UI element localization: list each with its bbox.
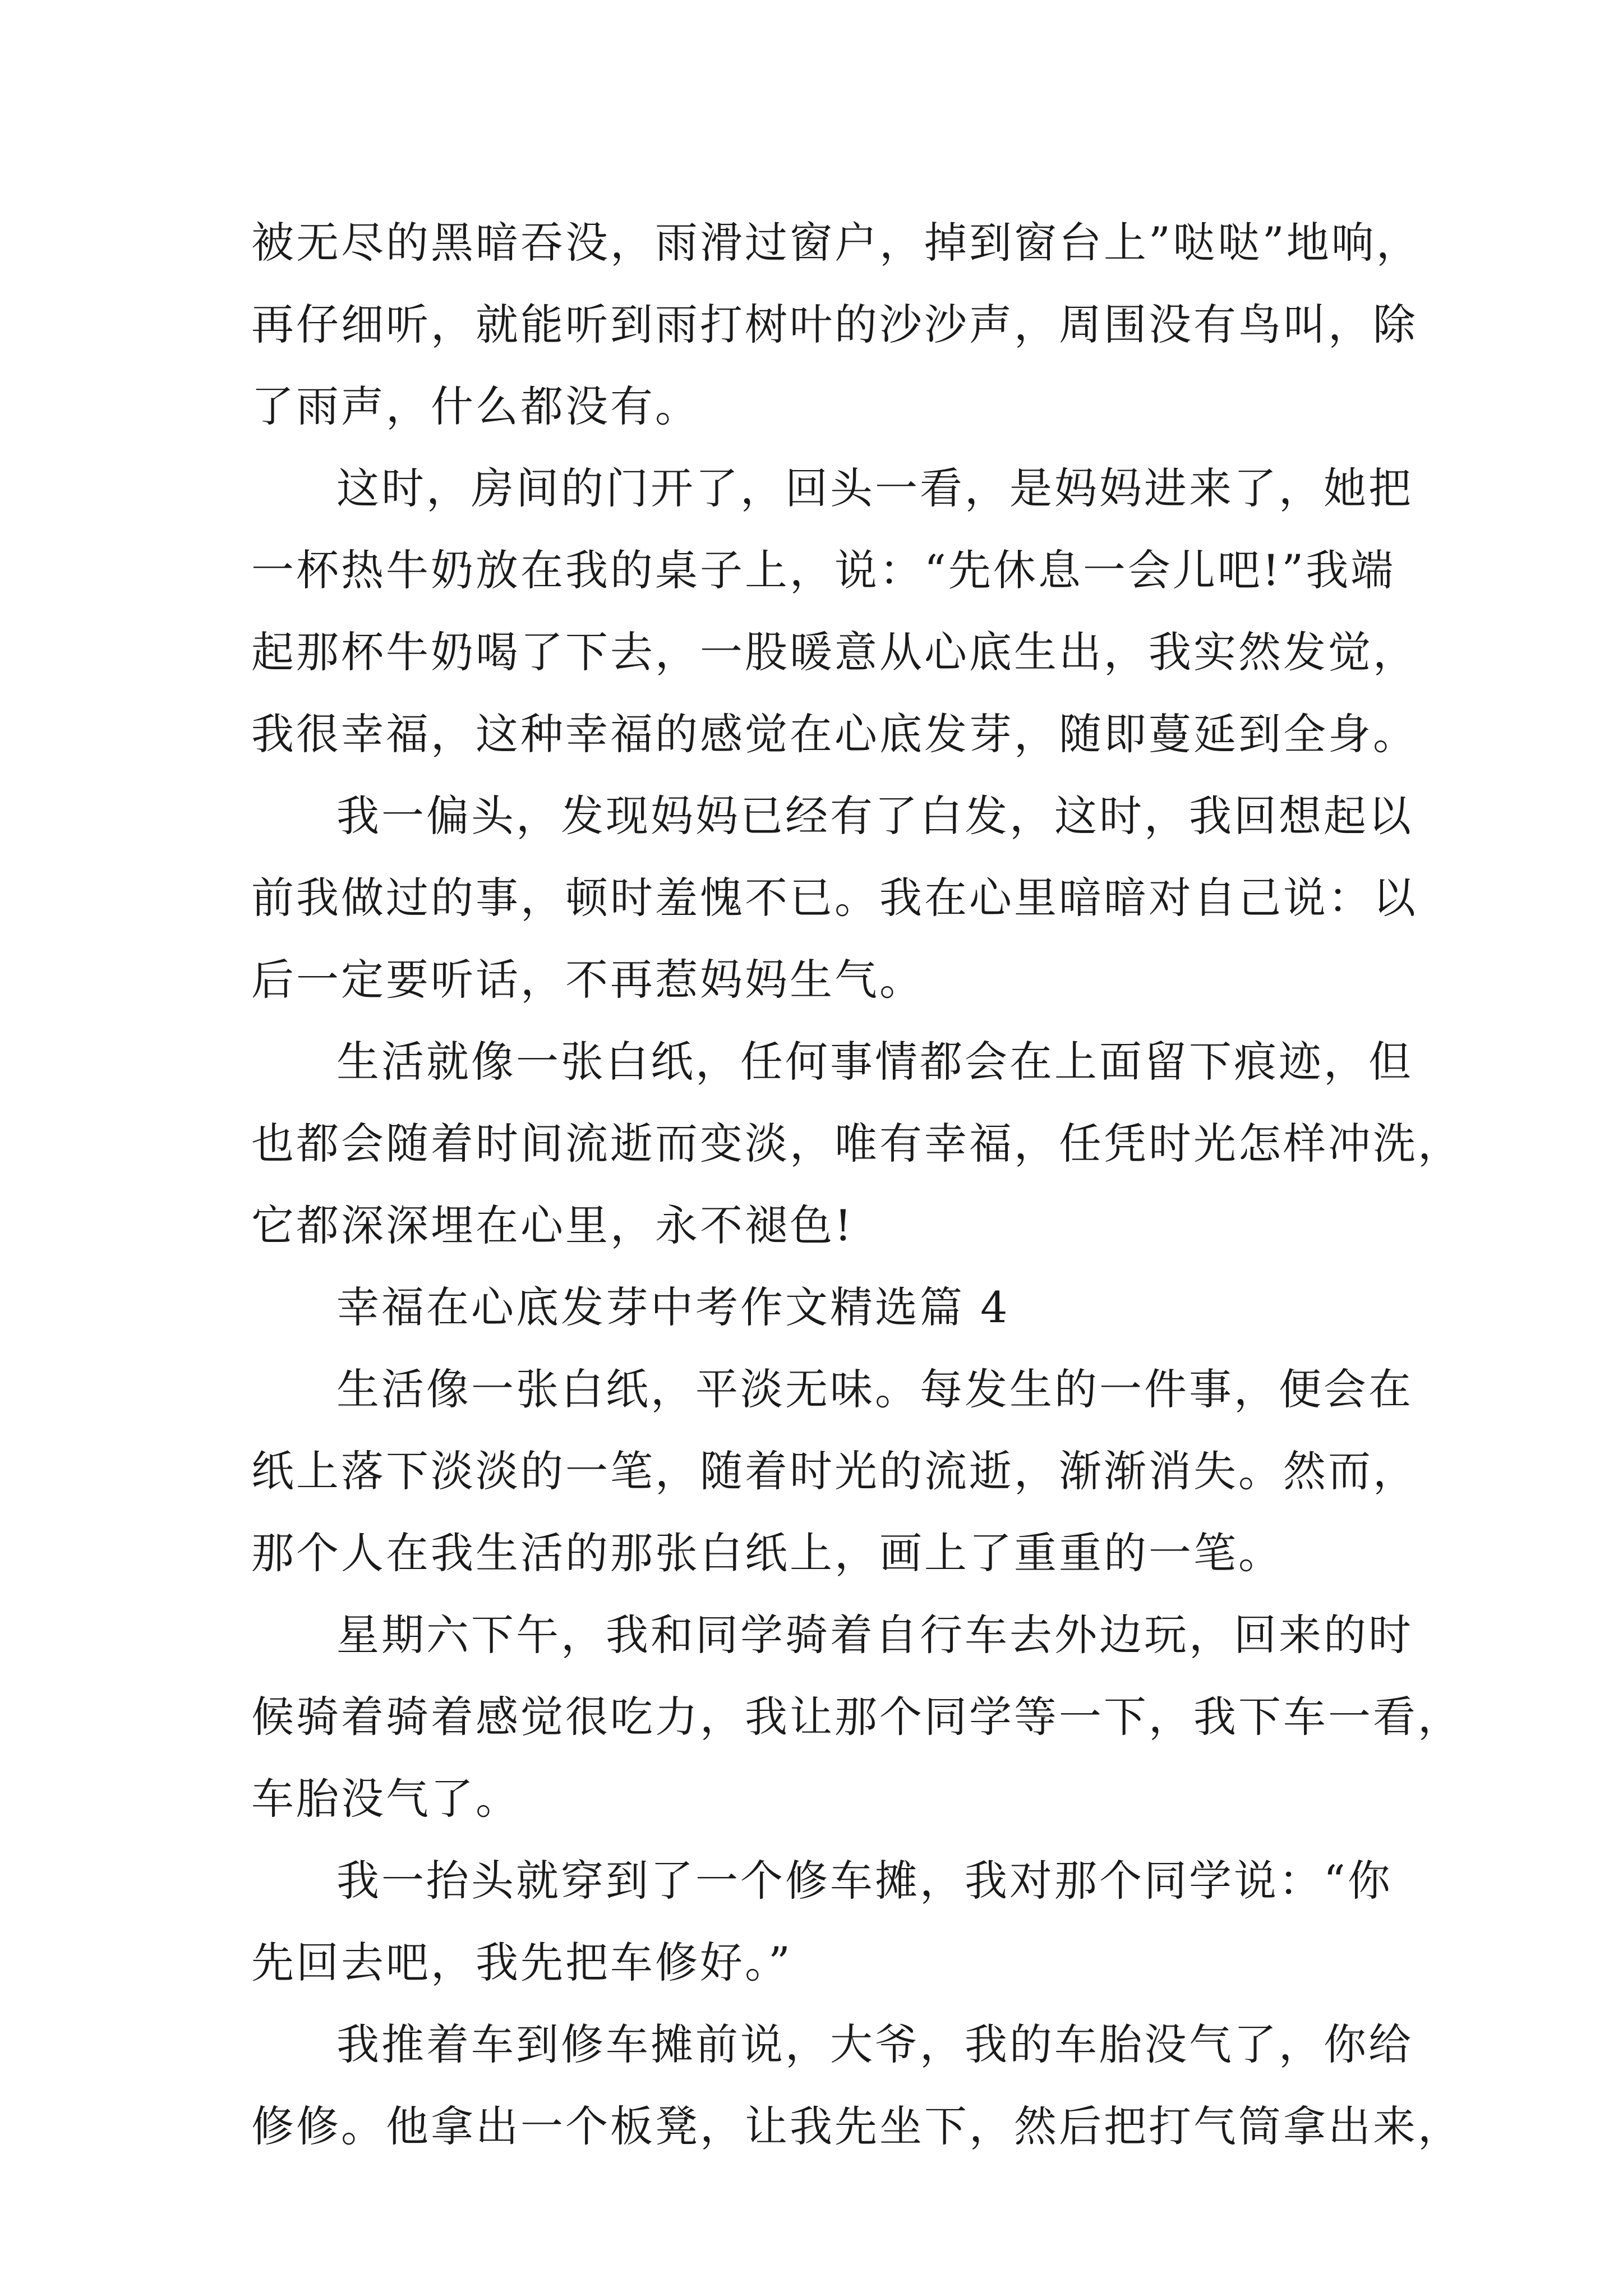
paragraph-first-line: 我一抬头就穿到了一个修车摊，我对那个同学说：“你 [336,1856,1393,1906]
text-line: 候骑着骑着感觉很吃力，我让那个同学等一下，我下车一看， [251,1692,1463,1742]
text-line: 被无尽的黑暗吞没，雨滑过窗户，掉到窗台上”哒哒”地响， [251,218,1421,268]
text-line: 前我做过的事，顿时羞愧不已。我在心里暗暗对自己说：以 [251,873,1418,923]
paragraph-first-line: 生活就像一张白纸，任何事情都会在上面留下痕迹，但 [336,1037,1413,1087]
text-line: 修修。他拿出一个板凳，让我先坐下，然后把打气筒拿出来， [251,2101,1463,2151]
text-line: 一杯热牛奶放在我的桌子上，说：“先休息一会儿吧!”我端 [251,545,1396,595]
paragraph-first-line: 生活像一张白纸，平淡无味。每发生的一件事，便会在 [336,1364,1413,1414]
text-line: 也都会随着时间流逝而变淡，唯有幸福，任凭时光怎样冲洗， [251,1119,1463,1168]
text-line: 它都深深埋在心里，永不褪色! [251,1200,854,1250]
text-line: 那个人在我生活的那张白纸上，画上了重重的一笔。 [251,1528,1283,1578]
text-line: 我很幸福，这种幸福的感觉在心底发芽，随即蔓延到全身。 [251,709,1418,759]
paragraph-first-line: 我推着车到修车摊前说，大爷，我的车胎没气了，你给 [336,2019,1413,2069]
paragraph-first-line: 这时，房间的门开了，回头一看，是妈妈进来了，她把 [336,463,1413,513]
text-line: 车胎没气了。 [251,1774,520,1824]
text-line: 了雨声，什么都没有。 [251,381,700,431]
text-line: 再仔细听，就能听到雨打树叶的沙沙声，周围没有鸟叫，除 [251,300,1418,349]
text-line: 后一定要听话，不再惹妈妈生气。 [251,955,924,1005]
document-body [251,202,1463,2168]
text-line: 先回去吧，我先把车修好。” [251,1938,792,1987]
text-line: 纸上落下淡淡的一笔，随着时光的流逝，渐渐消失。然而， [251,1446,1418,1496]
paragraph-first-line: 星期六下午，我和同学骑着自行车去外边玩，回来的时 [336,1610,1413,1660]
paragraph-first-line: 我一偏头，发现妈妈已经有了白发，这时，我回想起以 [336,791,1413,841]
text-line: 起那杯牛奶喝了下去，一股暖意从心底生出，我实然发觉， [251,627,1418,677]
section-heading: 幸福在心底发芽中考作文精选篇 4 [336,1282,1010,1332]
